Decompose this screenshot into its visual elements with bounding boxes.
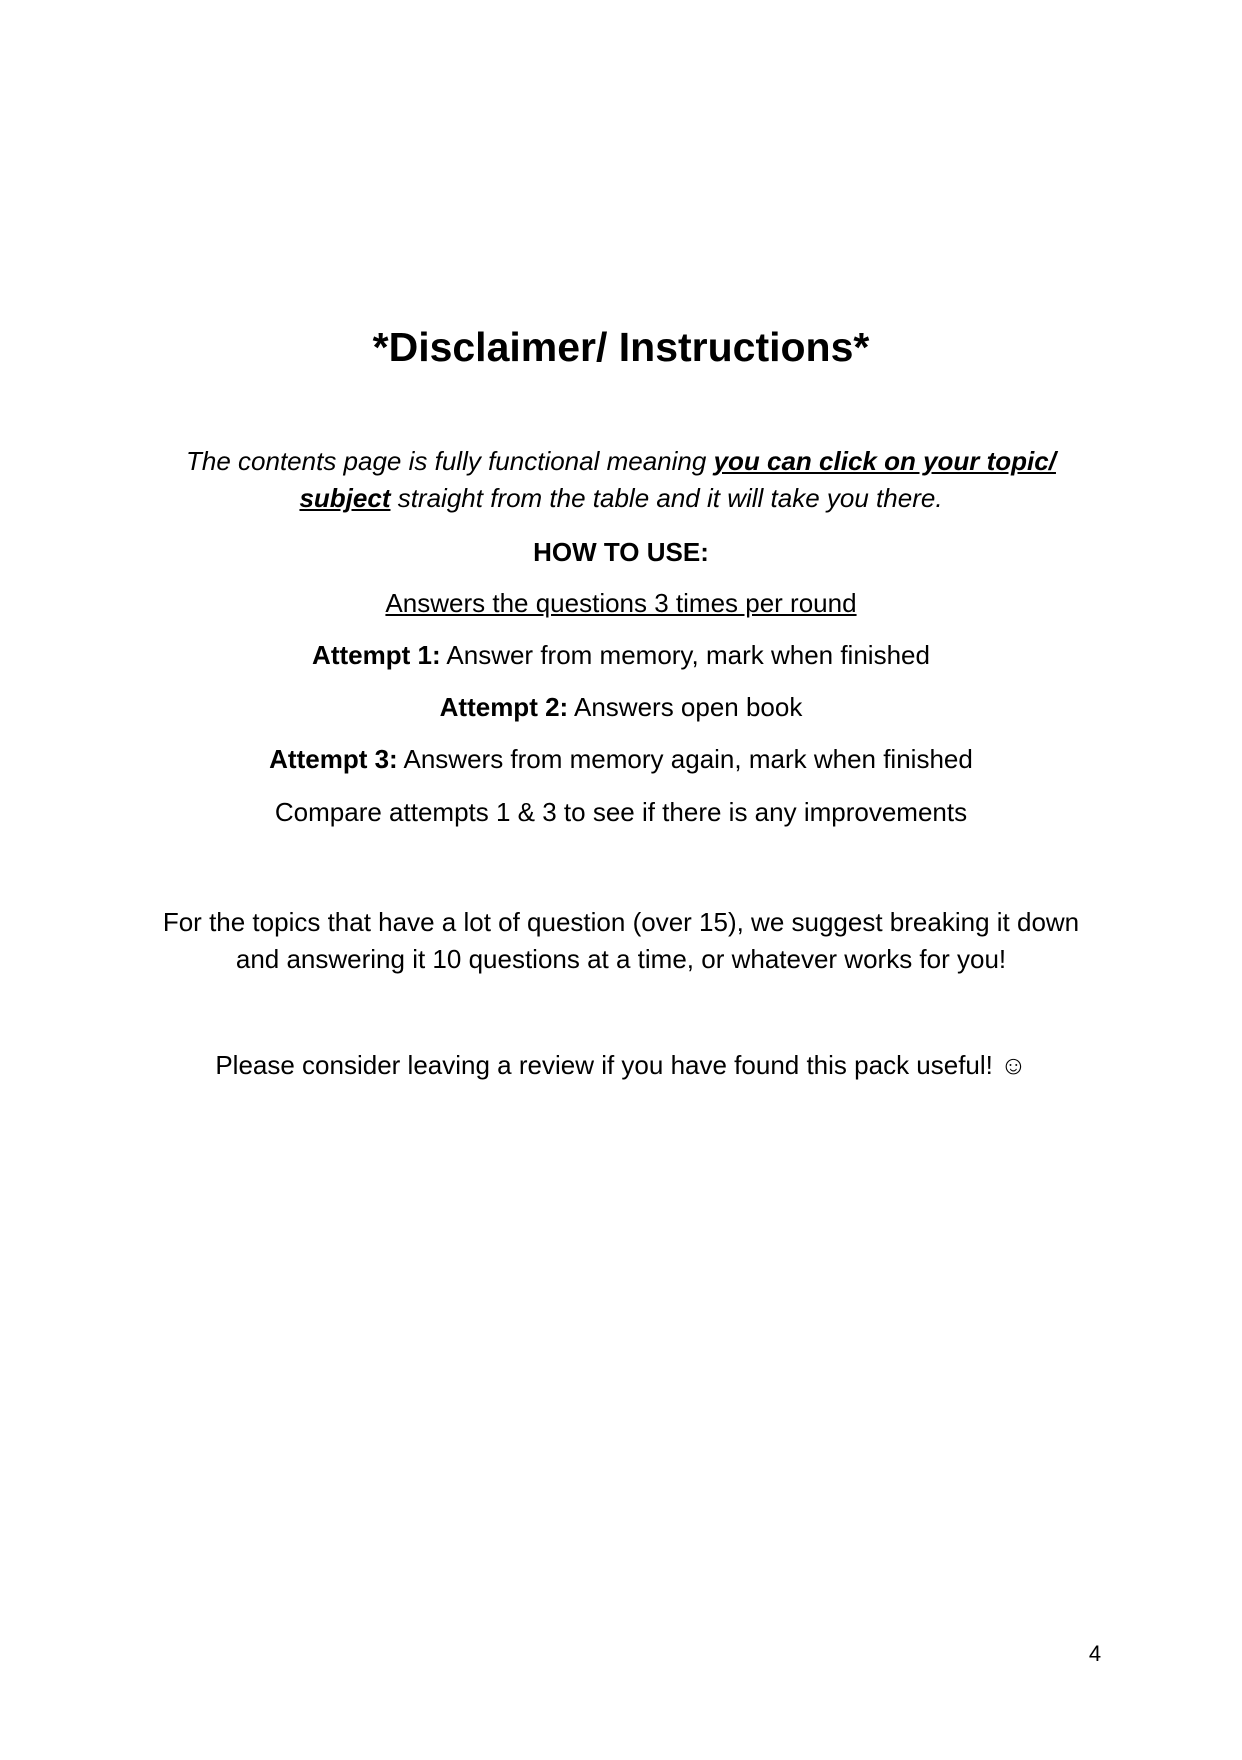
attempt-2-label: Attempt 2: bbox=[439, 692, 569, 722]
compare-attempts-line: Compare attempts 1 & 3 to see if there is any improvements bbox=[274, 797, 968, 827]
attempt-2-line bbox=[0, 690, 1242, 724]
intro-text-after: straight from the table and it will take you there. bbox=[390, 483, 943, 513]
attempt-3-label: Attempt 3: bbox=[269, 744, 398, 774]
attempt-1-line bbox=[0, 638, 1242, 672]
attempt-1-label: Attempt 1: bbox=[312, 640, 441, 670]
review-request: Please consider leaving a review if you have found this pack useful! ☺ bbox=[215, 1050, 1027, 1080]
page-title: *Disclaimer/ Instructions* bbox=[372, 324, 870, 370]
page-number: 4 bbox=[1088, 1641, 1102, 1666]
attempt-3-text: Answers from memory again, mark when finished bbox=[397, 744, 973, 774]
subheading-text: Answers the questions 3 times per round bbox=[385, 588, 857, 618]
attempt-1-text: Answer from memory, mark when finished bbox=[440, 640, 930, 670]
attempt-3-line bbox=[0, 742, 1242, 776]
intro-text-before: The contents page is fully functional meaning bbox=[186, 446, 714, 476]
how-to-use-subheading bbox=[0, 586, 1242, 620]
how-to-use-heading: HOW TO USE: bbox=[533, 537, 709, 567]
suggestion-paragraph: For the topics that have a lot of question (over 15), we suggest breaking it down and answering it 10 questions at a time, or whatever works for you! bbox=[162, 907, 1080, 974]
contents-link-note: you can click on your topic/ subject bbox=[299, 446, 1056, 513]
attempt-2-text: Answers open book bbox=[568, 692, 803, 722]
intro-paragraph bbox=[150, 443, 1092, 517]
